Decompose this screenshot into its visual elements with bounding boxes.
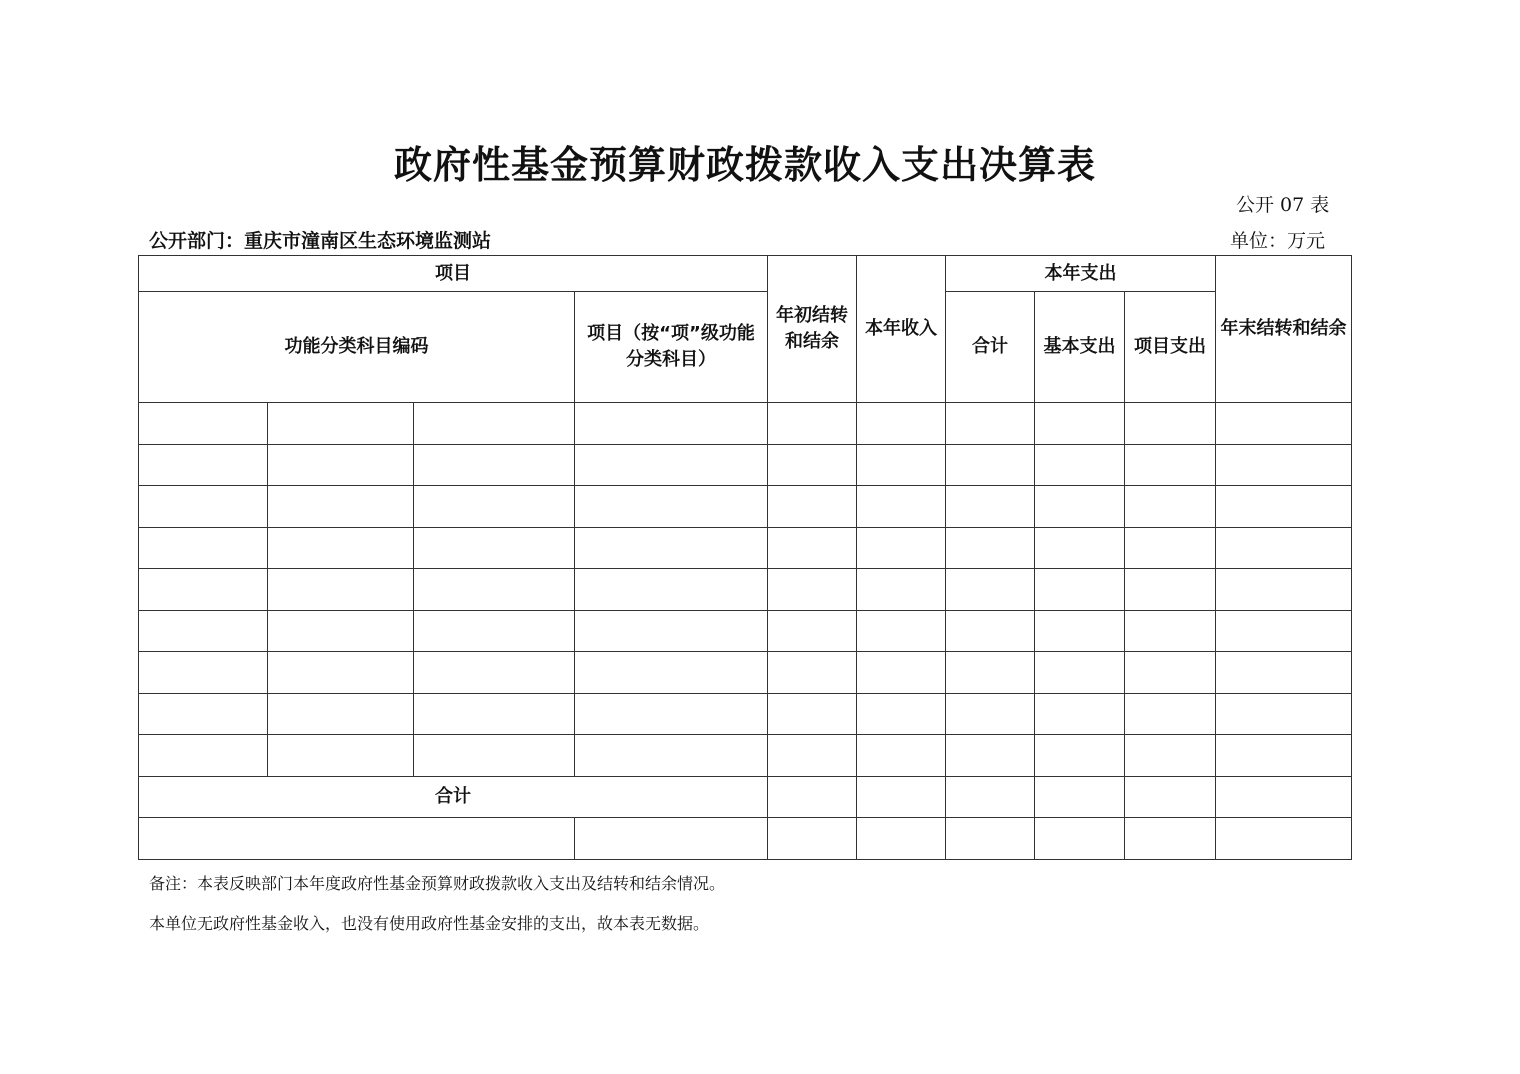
table-cell bbox=[575, 527, 768, 569]
table-cell bbox=[268, 486, 414, 528]
table-cell bbox=[946, 569, 1035, 611]
table-cell bbox=[857, 693, 946, 735]
table-cell bbox=[1216, 652, 1352, 694]
page-title: 政府性基金预算财政拨款收入支出决算表 bbox=[393, 142, 1096, 187]
table-cell bbox=[946, 486, 1035, 528]
header-project-by-item: 项目（按“项”级功能分类科目） bbox=[575, 292, 768, 403]
footnote-no-data: 本单位无政府性基金收入，也没有使用政府性基金安排的支出，故本表无数据。 bbox=[149, 914, 710, 933]
table-cell bbox=[857, 735, 946, 777]
table-cell bbox=[1035, 693, 1125, 735]
header-income: 本年收入 bbox=[857, 256, 946, 403]
table-cell bbox=[768, 486, 857, 528]
table-cell bbox=[946, 817, 1035, 859]
header-project: 项目 bbox=[139, 256, 768, 292]
table-cell bbox=[1035, 652, 1125, 694]
table-cell bbox=[139, 569, 268, 611]
table-cell bbox=[414, 403, 575, 445]
total-cell bbox=[857, 776, 946, 817]
table-cell bbox=[768, 527, 857, 569]
table-cell bbox=[414, 527, 575, 569]
table-cell bbox=[575, 652, 768, 694]
table-row bbox=[139, 486, 1352, 528]
total-cell bbox=[946, 776, 1035, 817]
header-total: 合计 bbox=[946, 292, 1035, 403]
table-cell bbox=[575, 693, 768, 735]
unit-label: 单位：万元 bbox=[1230, 230, 1326, 252]
table-cell bbox=[139, 486, 268, 528]
table-cell bbox=[1035, 610, 1125, 652]
header-begin-balance: 年初结转和结余 bbox=[768, 256, 857, 403]
table-row bbox=[139, 610, 1352, 652]
table-cell bbox=[414, 693, 575, 735]
table-cell bbox=[1216, 527, 1352, 569]
table-cell bbox=[857, 817, 946, 859]
table-cell bbox=[1035, 735, 1125, 777]
table-cell bbox=[768, 403, 857, 445]
table-cell bbox=[414, 610, 575, 652]
table-cell bbox=[857, 403, 946, 445]
table-row bbox=[139, 527, 1352, 569]
form-number: 公开 07 表 bbox=[1236, 194, 1330, 216]
table-cell bbox=[1216, 610, 1352, 652]
table-row bbox=[139, 693, 1352, 735]
total-label: 合计 bbox=[139, 776, 768, 817]
table-cell bbox=[1035, 486, 1125, 528]
table-cell bbox=[857, 444, 946, 486]
table-cell bbox=[139, 527, 268, 569]
table-cell bbox=[946, 403, 1035, 445]
table-cell bbox=[768, 735, 857, 777]
table-cell bbox=[1125, 652, 1216, 694]
header-end-balance: 年末结转和结余 bbox=[1216, 256, 1352, 403]
table-cell bbox=[768, 693, 857, 735]
total-cell bbox=[1035, 776, 1125, 817]
table-cell bbox=[414, 486, 575, 528]
table-cell bbox=[1125, 735, 1216, 777]
table-cell bbox=[946, 610, 1035, 652]
total-cell bbox=[1216, 776, 1352, 817]
table-cell bbox=[1125, 444, 1216, 486]
table-cell bbox=[946, 735, 1035, 777]
table-body bbox=[139, 403, 1352, 777]
table-cell bbox=[139, 403, 268, 445]
table-cell bbox=[139, 610, 268, 652]
table-cell bbox=[1216, 817, 1352, 859]
table-cell bbox=[1035, 444, 1125, 486]
table-cell bbox=[768, 569, 857, 611]
table-cell bbox=[1125, 486, 1216, 528]
table-cell bbox=[857, 527, 946, 569]
table-cell bbox=[414, 444, 575, 486]
table-row bbox=[139, 652, 1352, 694]
budget-table bbox=[138, 255, 1352, 860]
table-cell bbox=[1216, 693, 1352, 735]
table-cell bbox=[857, 652, 946, 694]
table-cell bbox=[946, 444, 1035, 486]
table-cell bbox=[268, 735, 414, 777]
table-cell bbox=[1035, 569, 1125, 611]
table-cell bbox=[1216, 444, 1352, 486]
table-cell bbox=[946, 693, 1035, 735]
table-cell bbox=[139, 735, 268, 777]
table-cell bbox=[1216, 735, 1352, 777]
total-cell bbox=[768, 776, 857, 817]
table-cell bbox=[1125, 610, 1216, 652]
table-cell bbox=[139, 652, 268, 694]
table-cell bbox=[1125, 527, 1216, 569]
table-cell bbox=[768, 817, 857, 859]
table-cell bbox=[139, 693, 268, 735]
table-cell bbox=[1216, 403, 1352, 445]
table-cell bbox=[1035, 403, 1125, 445]
table-cell bbox=[575, 569, 768, 611]
header-project-expense: 项目支出 bbox=[1125, 292, 1216, 403]
header-expense-group: 本年支出 bbox=[946, 256, 1216, 292]
department-label: 公开部门：重庆市潼南区生态环境监测站 bbox=[149, 230, 492, 252]
table-cell bbox=[857, 610, 946, 652]
table-cell bbox=[414, 652, 575, 694]
table-row bbox=[139, 735, 1352, 777]
table-cell bbox=[268, 610, 414, 652]
table-cell bbox=[414, 569, 575, 611]
table-cell bbox=[575, 444, 768, 486]
table-cell bbox=[414, 735, 575, 777]
table-cell bbox=[1035, 527, 1125, 569]
table-cell bbox=[1216, 486, 1352, 528]
table-cell bbox=[268, 403, 414, 445]
table-cell bbox=[268, 527, 414, 569]
table-cell bbox=[768, 610, 857, 652]
table-cell bbox=[1125, 693, 1216, 735]
table-cell bbox=[268, 444, 414, 486]
table-cell bbox=[768, 444, 857, 486]
table-cell bbox=[139, 444, 268, 486]
table-row bbox=[139, 444, 1352, 486]
header-basic-expense: 基本支出 bbox=[1035, 292, 1125, 403]
table-cell bbox=[575, 486, 768, 528]
table-cell bbox=[857, 569, 946, 611]
table-cell bbox=[1035, 817, 1125, 859]
table-cell bbox=[857, 486, 946, 528]
table-row bbox=[139, 403, 1352, 445]
table-cell bbox=[575, 610, 768, 652]
table-cell bbox=[1125, 403, 1216, 445]
table-cell bbox=[268, 693, 414, 735]
table-cell bbox=[575, 735, 768, 777]
table-cell bbox=[575, 817, 768, 859]
total-cell bbox=[1125, 776, 1216, 817]
table-cell bbox=[575, 403, 768, 445]
table-cell bbox=[1125, 817, 1216, 859]
table-cell bbox=[768, 652, 857, 694]
table-cell bbox=[1125, 569, 1216, 611]
header-func-code: 功能分类科目编码 bbox=[139, 292, 575, 403]
table-cell bbox=[1216, 569, 1352, 611]
footnote-remark: 备注：本表反映部门本年度政府性基金预算财政拨款收入支出及结转和结余情况。 bbox=[149, 874, 726, 893]
table-cell bbox=[139, 817, 575, 859]
table-cell bbox=[946, 652, 1035, 694]
table-cell bbox=[946, 527, 1035, 569]
table-cell bbox=[268, 652, 414, 694]
table-cell bbox=[268, 569, 414, 611]
table-row bbox=[139, 569, 1352, 611]
